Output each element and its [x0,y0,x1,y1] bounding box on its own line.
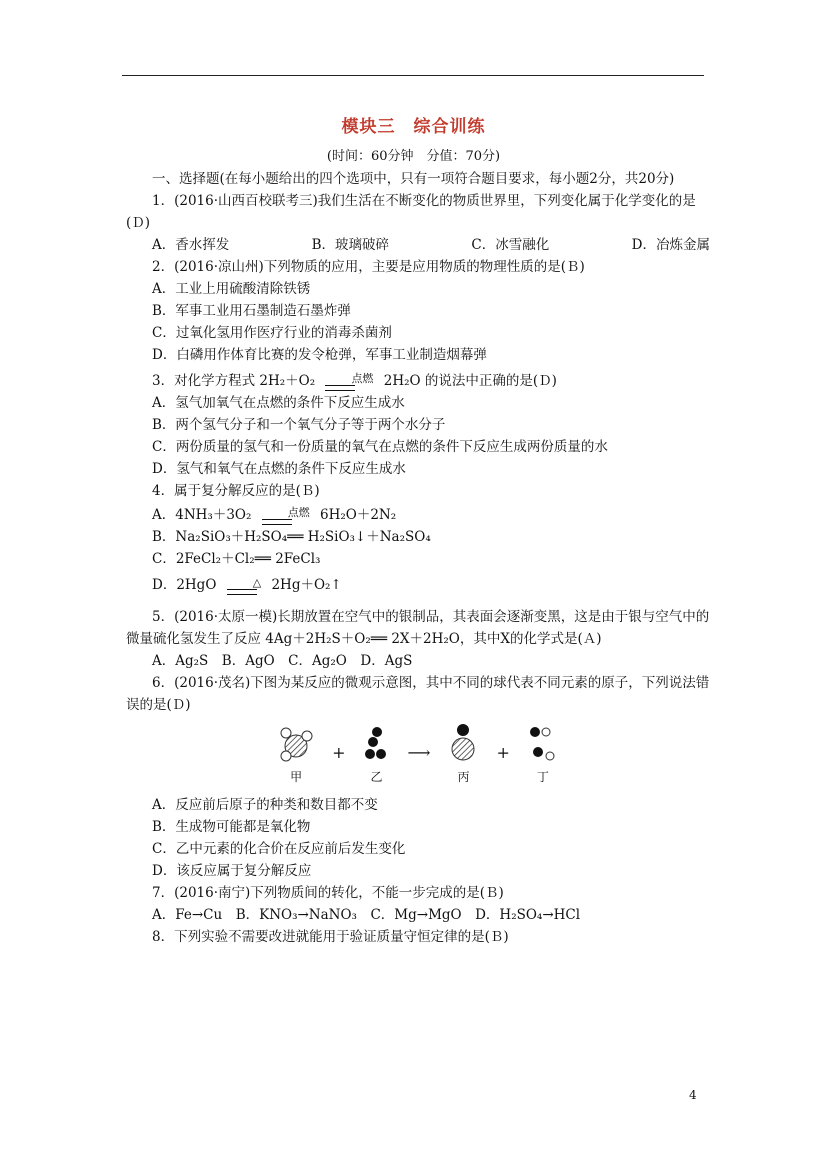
q1-option-d: D．冶炼金属 [631,237,710,253]
label-bing: 丙 [457,770,470,784]
q4-option-b: B．Na₂SiO₃＋H₂SO₄══ H₂SiO₃↓＋Na₂SO₄ [152,529,431,545]
arrow-right-icon: ⟶ [407,743,431,762]
q4-stem: 4．属于复分解反应的是(Ｂ) [152,483,320,499]
q3-option-b: B．两个氢气分子和一个氧气分子等于两个水分子 [152,417,446,433]
q3-option-d: D．氢气和氧气在点燃的条件下反应生成水 [152,461,406,477]
label-ding: 丁 [536,770,549,784]
q6-option-d: D．该反应属于复分解反应 [152,863,312,879]
section-heading: 一、选择题(在每小题给出的四个选项中，只有一项符合题目要求，每小题2分，共20分) [152,171,675,187]
q2-stem: 2．(2016·凉山州)下列物质的应用，主要是应用物质的物理性质的是(Ｂ) [152,259,585,275]
q7-options: A．Fe→Cu B．KNO₃→NaNO₃ C．Mg→MgO D．H₂SO₄→HCl [152,907,581,923]
molecule-yi [364,726,390,788]
molecule-ding [528,726,558,788]
q1-stem: 1．(2016·山西百校联考三)我们生活在不断变化的物质世界里，下列变化属于化学变化的是(Ｄ) [126,193,696,231]
plus-icon: + [496,743,510,762]
q1-option-b: B．玻璃破碎 [311,237,390,253]
q1-options [126,234,710,256]
q8-stem: 8．下列实验不需要改进就能用于验证质量守恒定律的是(Ｂ) [152,929,509,945]
q1-option-a: A．香水挥发 [152,237,230,253]
molecule-yi-icon [364,726,390,762]
label-jia: 甲 [290,770,303,784]
molecule-bing-icon [448,722,478,762]
reaction-arrow-heat: △ [227,577,261,595]
q2-option-d: D．白磷用作体育比赛的发令枪弹，军事工业制造烟幕弹 [152,347,487,363]
reaction-diagram [126,722,710,788]
q1-option-c: C．冰雪融化 [471,237,550,253]
q5-stem: 5．(2016·太原一模)长期放置在空气中的银制品，其表面会逐渐变黑，这是由于银与空气中的微量硫化氢发生了反应 4Ag＋2H₂S＋O₂══ 2X＋2H₂O，其中X的化学式是(Ａ) [126,609,710,647]
page-title: 模块三 综合训练 [341,117,486,137]
q2-option-a: A．工业上用硫酸清除铁锈 [152,281,311,297]
label-yi: 乙 [370,770,383,784]
q4-option-a: A．4NH₃＋3O₂ 点燃 6H₂O＋2N₂ [152,505,397,523]
molecule-ding-icon [528,726,558,762]
molecule-jia [278,726,314,788]
exam-meta: (时间：60分钟 分值：70分) [326,149,501,164]
q6-option-a: A．反应前后原子的种类和数目都不变 [152,797,378,813]
header-rule [122,75,704,76]
q6-option-c: C．乙中元素的化合价在反应前后发生变化 [152,841,406,857]
q3-option-a: A．氢气加氧气在点燃的条件下反应生成水 [152,395,405,411]
page-number: 4 [689,1088,697,1102]
q3-option-c: C．两份质量的氢气和一份质量的氧气在点燃的条件下反应生成两份质量的水 [152,439,608,455]
q7-stem: 7．(2016·南宁)下列物质间的转化，不能一步完成的是(Ｂ) [152,885,504,901]
q2-option-c: C．过氧化氢用作医疗行业的消毒杀菌剂 [152,325,392,341]
q5-options: A．Ag₂S B．AgO C．Ag₂O D．AgS [152,653,413,669]
exam-content [126,168,710,948]
reaction-arrow-ignite: 点燃 [262,507,310,525]
reaction-arrow-ignite: 点燃 [325,373,373,391]
molecule-jia-icon [278,726,314,762]
q6-option-b: B．生成物可能都是氧化物 [152,819,311,835]
q3-stem: 3．对化学方程式 2H₂＋O₂ 点燃 2H₂O 的说法中正确的是(Ｄ) [152,371,557,389]
q4-option-d: D．2HgO △ 2Hg＋O₂↑ [152,575,342,593]
q6-stem: 6．(2016·茂名)下图为某反应的微观示意图，其中不同的球代表不同元素的原子，下列说法错误的是(Ｄ) [126,675,710,713]
molecule-bing [448,722,478,788]
plus-icon: + [332,743,346,762]
q4-option-c: C．2FeCl₂＋Cl₂══ 2FeCl₃ [152,551,321,567]
q2-option-b: B．军事工业用石墨制造石墨炸弹 [152,303,351,319]
